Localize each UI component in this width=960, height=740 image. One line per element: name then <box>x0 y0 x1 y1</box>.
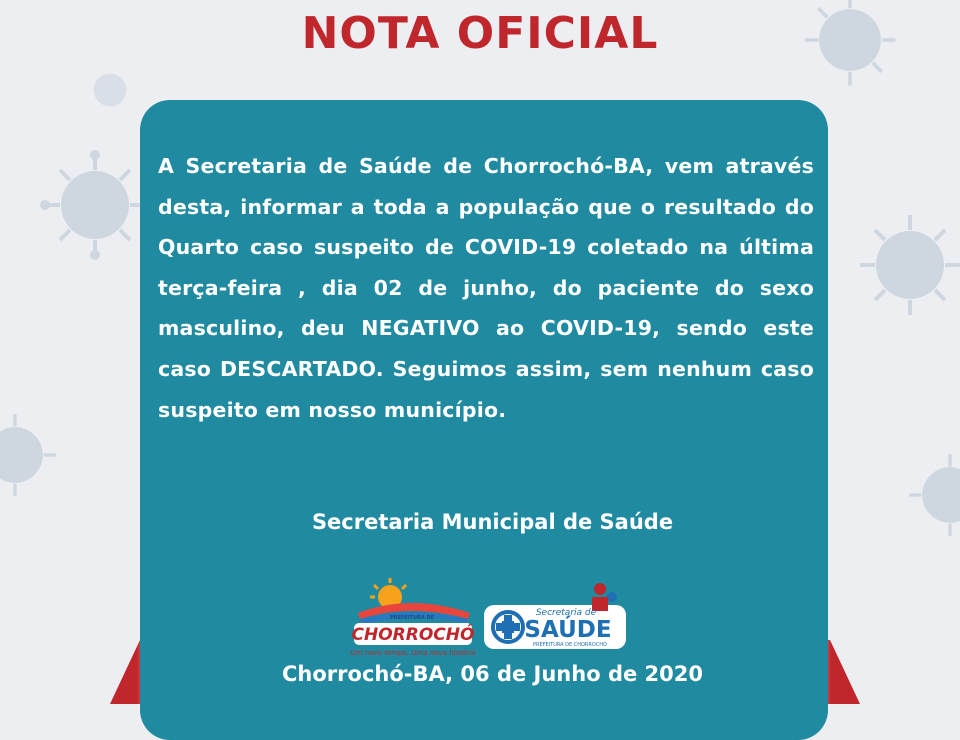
saude-logo <box>484 583 626 649</box>
prefeitura-name-text: CHORROCHÓ <box>351 625 475 645</box>
negative-highlight: NEGATIVO <box>361 316 480 341</box>
virus-decoration-icon <box>40 150 150 260</box>
prefeitura-slogan-text: Um novo tempo, Uma nova história <box>350 649 476 657</box>
virus-decoration-icon <box>80 60 140 120</box>
logos <box>350 575 630 665</box>
notice-body <box>158 146 814 430</box>
saude-small-text: Secretaria de <box>535 608 597 618</box>
virus-decoration-icon <box>905 450 960 540</box>
virus-decoration-icon <box>0 410 60 500</box>
saude-sub-text: PREFEITURA DE CHORROCHÓ <box>532 642 608 648</box>
prefeitura-small-text: PREFEITURA DE <box>389 615 435 621</box>
signature: Secretaria Municipal de Saúde <box>311 510 674 534</box>
prefeitura-logo <box>351 578 476 657</box>
discarded-highlight: DESCARTADO <box>219 356 376 381</box>
page-title: NOTA OFICIAL <box>301 8 659 59</box>
footer-date: Chorrochó-BA, 06 de Junho de 2020 <box>282 662 703 686</box>
saude-name-text: SAÚDE <box>524 617 612 643</box>
virus-decoration-icon <box>855 210 960 320</box>
notice-text-1: A Secretaria de Saúde de Chorrochó-BA, vem através desta, informar a toda a população que o resultado do Quarto caso suspeito de COVID-19 coletado na última terça-feira , dia 02 de junho, do paciente do sexo masculino, deu <box>158 154 814 341</box>
notice-text-3: . Seguimos assim, sem nenhum caso suspeito em nosso município. <box>158 356 814 422</box>
notice-text-2: ao COVID-19, sendo este caso <box>158 316 814 381</box>
